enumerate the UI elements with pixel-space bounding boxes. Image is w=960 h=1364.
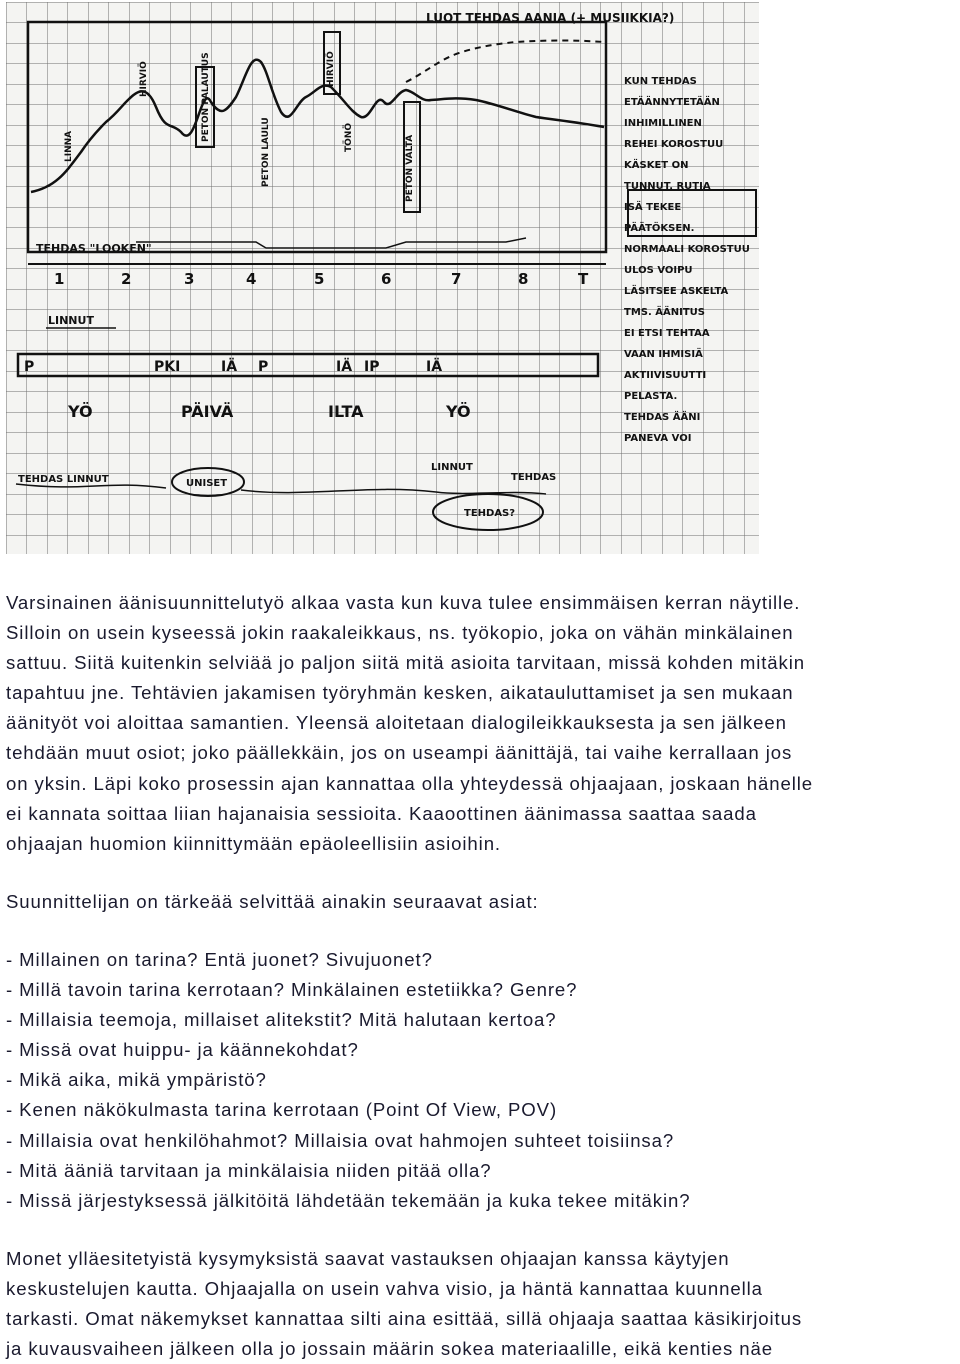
text-line: äänityöt voi aloittaa samantien. Yleensä aloitetaan dialogileikkauksesta ja sen jälkeen: [6, 712, 787, 734]
text-line: keskustelujen kautta. Ohjaajalla on usein vahva visio, ja häntä kannattaa kuunnella: [6, 1277, 763, 1299]
scene-number: 4: [246, 270, 257, 288]
text-line: ja kuvausvaiheen jälkeen olla jo jossain määrin sokea materiaalille, eikä kenties näe: [6, 1338, 773, 1360]
vertical-label: HIRVIÖ: [139, 61, 149, 97]
note-line: TEHDAS ÄÄNI: [624, 412, 701, 423]
note-line: TUNNUT, RUTIA: [624, 181, 711, 192]
paragraph-intro: [6, 588, 956, 859]
vertical-label: PETON LAULU: [261, 117, 271, 187]
bottom-label: TEHDAS?: [464, 508, 516, 519]
article-text: [6, 588, 956, 1364]
bottom-label: UNISET: [186, 478, 228, 489]
text-line: sattuu. Siitä kuitenkin selviää jo paljon siitä mitä asioita tarvitaan, missä kohden mitäkin: [6, 652, 806, 674]
vertical-label: PETON VALTA: [405, 134, 415, 202]
scene-number: 6: [381, 270, 392, 288]
text-line: Varsinainen äänisuunnittelutyö alkaa vasta kun kuva tulee ensimmäisen kerran näytille.: [6, 592, 801, 613]
note-line: AKTIIVISUUTTI: [624, 370, 707, 381]
bar-label: P: [24, 359, 35, 375]
text-line: - Millainen on tarina? Entä juonet? Sivujuonet?: [6, 948, 433, 970]
bar-label: P: [258, 359, 269, 375]
note-line: PANEVA VOI: [624, 433, 692, 444]
scene-number: 5: [314, 270, 325, 288]
text-line: Monet ylläesitetyistä kysymyksistä saavat vastauksen ohjaajan kanssa käytyjen: [6, 1247, 730, 1269]
text-line: tapahtuu jne. Tehtävien jakamisen työryhmän kesken, aikatauluttamiset ja sen mukaan: [6, 682, 794, 704]
period-label: YÖ: [446, 402, 471, 421]
text-line: tarkasti. Omat näkemykset kannattaa silti aina esittää, sillä ohjaaja saattaa käsikirjoitus: [6, 1307, 803, 1329]
sketch-title-note: LUOT TEHDAS AANIA (+ MUSIIKKIA?): [426, 11, 675, 25]
text-line: - Mitä ääniä tarvitaan ja minkälaisia niiden pitää olla?: [6, 1159, 492, 1181]
note-line: KÄSKET ON: [624, 160, 689, 171]
scene-number: 2: [121, 270, 132, 288]
note-line: REHEI KOROSTUU: [624, 139, 724, 150]
scene-number: 3: [184, 270, 195, 288]
vertical-label: PETON PALAUTUS: [201, 52, 211, 142]
bar-label: IÄ: [221, 359, 238, 375]
period-label: PÄIVÄ: [181, 402, 234, 421]
text-line: on yksin. Läpi koko prosessin ajan kannattaa olla yhteydessä ohjaajaan, joskaan hänelle: [6, 772, 814, 794]
note-line: VAAN IHMISIÄ: [624, 349, 703, 360]
scene-number: 8: [518, 270, 529, 288]
tehdas-label: TEHDAS "LOOKEN": [36, 242, 152, 255]
paragraph-lead: [6, 887, 956, 917]
text-line: - Kenen näkökulmasta tarina kerrotaan (Point Of View, POV): [6, 1099, 558, 1121]
bar-label: IÄ: [336, 359, 353, 375]
text-line: ei kannata soittaa liian hajanaisia sessioita. Kaaoottinen äänimassa saattaa saada: [6, 802, 757, 824]
note-line: ULOS VOIPU: [624, 265, 693, 276]
note-line: LÄSITSEE ASKELTA: [624, 286, 729, 297]
note-line: NORMAALI KOROSTUU: [624, 244, 750, 255]
text-line: - Millaisia teemoja, millaiset alitekstit? Mitä halutaan kertoa?: [6, 1009, 557, 1031]
bar-label: IÄ: [426, 359, 443, 375]
sound-design-sketch: [6, 2, 759, 554]
note-line: ISÄ TEKEE: [624, 202, 682, 213]
note-line: ETÄÄNNYTETÄÄN: [624, 97, 720, 108]
bar-label: IP: [364, 359, 380, 375]
text-line: - Missä ovat huippu- ja käännekohdat?: [6, 1039, 359, 1061]
text-line: tehdään muut osiot; joko päällekkäin, jos on useampi äänittäjä, tai vaihe kerrallaan jos: [6, 742, 793, 764]
vertical-label: TÖNÖ: [344, 123, 354, 152]
vertical-label: LINNA: [64, 130, 74, 162]
vertical-label: HIRVIÖ: [326, 51, 336, 87]
text-line: ohjaajan huomion kiinnittymään epäoleellisiin asioihin.: [6, 832, 501, 854]
bottom-label: TEHDAS: [511, 472, 557, 483]
note-line: PELASTA.: [624, 391, 678, 402]
linnut-label: LINNUT: [48, 314, 94, 327]
text-line: - Millä tavoin tarina kerrotaan? Minkälainen estetiikka? Genre?: [6, 979, 578, 1001]
text-line: - Millaisia ovat henkilöhahmot? Millaisia ovat hahmojen suhteet toisiinsa?: [6, 1129, 675, 1151]
note-line: PÄÄTÖKSEN.: [624, 223, 695, 234]
note-line: EI ETSI TEHTAA: [624, 328, 710, 339]
bottom-label: TEHDAS LINNUT: [18, 474, 109, 485]
period-label: ILTA: [328, 402, 364, 421]
scene-number: T: [578, 270, 589, 288]
note-line: TMS. ÄÄNITUS: [624, 307, 705, 318]
scene-number: 7: [451, 270, 462, 288]
scene-number: 1: [54, 270, 65, 288]
sketch-image: [6, 2, 759, 554]
bottom-label: LINNUT: [431, 462, 473, 473]
text-line: - Missä järjestyksessä jälkitöitä lähdetään tekemään ja kuka tekee mitäkin?: [6, 1189, 691, 1211]
period-label: YÖ: [68, 402, 93, 421]
question-list: [6, 945, 956, 1216]
note-line: INHIMILLINEN: [624, 118, 702, 129]
text-line: Suunnittelijan on tärkeää selvittää ainakin seuraavat asiat:: [6, 890, 539, 912]
bar-label: PKI: [154, 359, 181, 375]
paragraph-closing: [6, 1244, 956, 1364]
text-line: Silloin on usein kyseessä jokin raakaleikkaus, ns. työkopio, joka on vähän minkälainen: [6, 622, 794, 644]
text-line: - Mikä aika, mikä ympäristö?: [6, 1069, 267, 1091]
note-line: KUN TEHDAS: [624, 76, 697, 87]
